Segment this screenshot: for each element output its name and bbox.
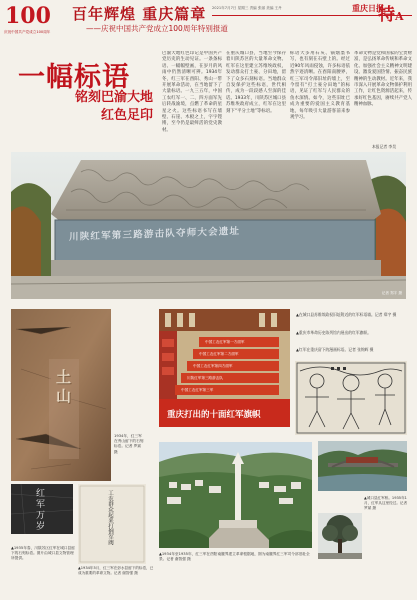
bridge-photo [318, 441, 407, 491]
article-column-1: 巴渝大地红色印记是中国共产党历史的生动见证。一条条标语、一幅幅壁画，在岁月的风雨中仍然清晰可辨。1934年冬，红三军在酉阳、秀山一带开展革命活动，在当地留下了大量标语。一九三五年，中国工农红军一、二、四方面军先后转战渝境，点燃了革命的星星之火。这些标语书写在墙壁、石崖、木板之上，字字铿锵，至今仍是最鲜活的党史教材。 [162, 51, 222, 133]
subheadline-line-1: 铭刻巴渝大地 [74, 90, 153, 105]
calligraphy-left-caption: ▲1935年春，川陕苏区红军在城口县留下的石刻标语。图片由城口县文物管理所提供。 [11, 546, 75, 561]
svg-text:100: 100 [5, 3, 51, 27]
town-aerial-photo [159, 442, 312, 548]
caption-flags: ▲重庆市革命历史陈列馆内展出的红军旗帜。 [296, 330, 372, 335]
caption-slogan-wall: ▲在城口县苏维埃政权旧址附近的红军标语墙。记者 郑宇 摄 [296, 312, 397, 317]
special-edition-mark: 特A [378, 5, 404, 25]
paper-name: 重庆日报 [352, 3, 384, 13]
stair-label-5: 中国工农红军第三军 [181, 388, 214, 392]
monument-photo [11, 152, 406, 299]
stair-label-1: 中国工农红军第一方面军 [205, 340, 245, 344]
calligraphy-right-text: 工农群众起来打倒军阀 [107, 490, 113, 545]
museum-banner-title: 重庆打出的十面红军旗帜 [167, 410, 261, 420]
masthead [0, 0, 417, 46]
caption-cartoon: ▲红军在重庆留下的漫画标语。记者 张锦辉 摄 [296, 347, 374, 352]
subheadline [75, 89, 153, 125]
town-caption: ▲1934年至1935年，红三军在酉阳南腰界建立革命根据地，图为南腰界红三军司令部旧址全景。记者 谢智强 摄 [159, 552, 310, 562]
tree-illustration [318, 513, 362, 559]
bridge-illustration [318, 441, 407, 491]
centenary-logo-icon [5, 3, 53, 27]
tree-photo [318, 513, 362, 559]
date-line: 2021年7月7日 星期三 责编 张丽 美编 王丹 [212, 6, 282, 10]
town-illustration [159, 442, 312, 548]
subheadline-line-2: 红色足印 [100, 108, 153, 123]
article-column-4: 革命文物是党和国家的宝贵财富，是弘扬革命传统和革命文化、加强社会主义精神文明建设、激发爱国热情、振奋民族精神的生动教材。近年来，我市深入开展革命文物保护利用工作，让红色资源活起来，传承好红色基因，赓续共产党人精神血脉。 [354, 51, 412, 108]
cartoon-mural-photo [295, 361, 407, 435]
museum-flags-photo [159, 309, 290, 427]
stone-carving-photo [11, 309, 111, 481]
calligraphy-stone-photo [11, 484, 73, 534]
photo-credit: 记者 郑宇 摄 [381, 291, 402, 295]
byline: 本报记者 李昊 [372, 144, 396, 149]
logo-caption: 庆祝中国共产党成立100周年 [4, 30, 51, 34]
series-subtitle: ——庆祝中国共产党成立100周年特别报道 [86, 24, 228, 33]
calligraphy-right-caption: ▲1934年5月，红三军在彭水县留下的标语，已成为重要的革命文物。记者 谢智强 摄 [78, 566, 154, 575]
monument-inscription: 川陕红军第三路游击队夺师大会遗址 [69, 225, 241, 243]
stair-label-4: 川陕红军第三路游击队 [187, 376, 223, 380]
stair-label-2: 中国工农红军第二方面军 [199, 352, 239, 356]
cartoon-illustration [295, 361, 407, 435]
series-title: 百年辉煌 重庆篇章 [72, 5, 207, 23]
article-column-3: 标语大多用石灰、锅烟墨书写，也有刻在石壁上的。经过近90年风雨侵蚀，许多标语依然字迹清晰。在酉阳南腰界，红三军司令部旧址的墙上，至今留有“打土豪分田地”的标语，见证了红军与人民群众的鱼水深情。如今，这些旧址已成为重要的爱国主义教育基地，每年吸引大量游客前来参观学习。 [290, 51, 350, 121]
bridge-caption: ▲城口县红军桥。1935年1月，红军从这里经过。记者 罗斌 摄 [364, 496, 408, 510]
stair-label-3: 中国工农红军第四方面军 [193, 364, 233, 368]
calligraphy-left-text: 红军万岁 [34, 488, 44, 532]
headline: 一幅标语 [18, 62, 130, 93]
calligraphy-scroll-photo [78, 484, 146, 564]
article-column-2: 在重庆城口县，当地至今保存着川陕苏区的大量革命文物。红军在这里建立苏维埃政权，发动群众打土豪、分田地，留下了众多石刻标语。当地群众自发保护这些标语，世代相传，成为一段段感人至深的佳话。1933年，川陕苏区城口县苏维埃政府成立，红军在这里刻下“平分土地”等标语。 [226, 51, 286, 114]
stone-inscription: 土山 [54, 369, 72, 407]
stone-caption: 1934年，红三军在秀山留下的石刻标语。记者 罗斌 摄 [114, 434, 144, 454]
